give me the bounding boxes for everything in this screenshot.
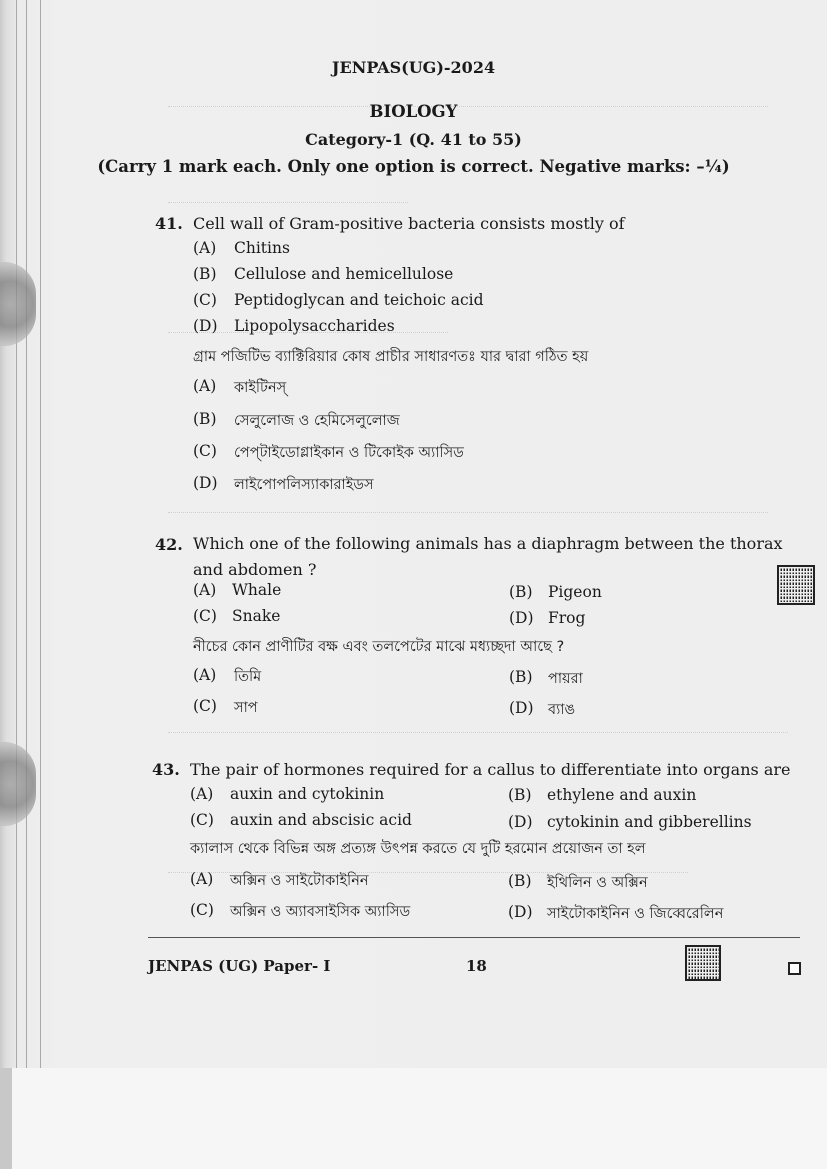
option-text-bn: অক্সিন ও সাইটোকাইনিন — [230, 873, 369, 889]
option-label: (A) — [190, 870, 214, 888]
option-label: (C) — [193, 442, 217, 460]
binder-hole-mark — [0, 742, 36, 826]
footer-rule — [148, 937, 800, 938]
option-label: (B) — [509, 668, 533, 686]
bleed-through-mark — [168, 498, 768, 513]
category-title: Category-1 (Q. 41 to 55) — [305, 130, 522, 149]
bleed-through-mark — [168, 718, 788, 733]
option-text: Peptidoglycan and teichoic acid — [234, 291, 484, 309]
option-label: (D) — [193, 317, 218, 335]
option-text: ethylene and auxin — [547, 786, 697, 804]
question-number: 41. — [155, 214, 183, 233]
footer-qr-code — [685, 945, 721, 981]
option-text-bn: তিমি — [234, 669, 262, 685]
option-label: (B) — [193, 410, 217, 428]
option-label: (D) — [508, 813, 533, 831]
option-label: (B) — [508, 872, 532, 890]
question-text-en: Cell wall of Gram-positive bacteria consists mostly of — [193, 214, 625, 233]
option-label: (B) — [508, 786, 532, 804]
option-label: (D) — [509, 699, 534, 717]
option-text: Whale — [232, 581, 282, 599]
option-text: Snake — [232, 607, 281, 625]
option-label: (D) — [509, 609, 534, 627]
option-text-bn: পায়রা — [548, 671, 583, 687]
option-label: (A) — [193, 239, 217, 257]
option-text-bn: সাপ — [234, 700, 258, 716]
option-label: (C) — [190, 811, 214, 829]
footer-square-mark — [788, 962, 801, 975]
option-text: Pigeon — [548, 583, 602, 601]
option-label: (D) — [193, 474, 218, 492]
exam-code: JENPAS(UG)-2024 — [331, 58, 496, 77]
question-text-en: The pair of hormones required for a callus to differentiate into organs are — [190, 760, 791, 779]
option-label: (C) — [193, 291, 217, 309]
scan-background — [0, 1068, 827, 1169]
option-text: Cellulose and hemicellulose — [234, 265, 454, 283]
scan-edge — [0, 1068, 12, 1169]
question-number: 42. — [155, 535, 183, 554]
option-label: (A) — [193, 666, 217, 684]
page-number: 18 — [466, 957, 487, 975]
option-text: Chitins — [234, 239, 290, 257]
option-label: (C) — [190, 901, 214, 919]
option-label: (C) — [193, 607, 217, 625]
option-text-bn: অক্সিন ও অ্যাবসাইসিক অ্যাসিড — [230, 904, 411, 920]
option-text: Lipopolysaccharides — [234, 317, 395, 335]
bleed-through-mark — [168, 188, 408, 203]
option-label: (D) — [508, 903, 533, 921]
option-text: auxin and cytokinin — [230, 785, 385, 803]
option-label: (A) — [193, 377, 217, 395]
option-text: auxin and abscisic acid — [230, 811, 412, 829]
option-text: cytokinin and gibberellins — [547, 813, 752, 831]
option-text-bn: ব্যাঙ — [548, 702, 576, 718]
option-label: (A) — [190, 785, 214, 803]
footer-paper-name: JENPAS (UG) Paper- I — [148, 957, 331, 975]
option-label: (A) — [193, 581, 217, 599]
question-text-bn: গ্রাম পজিটিভ ব্যাক্টিরিয়ার কোষ প্রাচীর সাধারণতঃ যার দ্বারা গঠিত হয় — [193, 349, 589, 365]
option-label: (B) — [193, 265, 217, 283]
instructions: (Carry 1 mark each. Only one option is correct. Negative marks: –¼) — [97, 157, 730, 176]
option-text: Frog — [548, 609, 586, 627]
option-text-bn: সাইটোকাইনিন ও জিব্বেরেলিন — [547, 906, 724, 922]
question-text-en: Which one of the following animals has a diaphragm between the thorax and abdomen ? — [193, 534, 783, 579]
question-number: 43. — [152, 760, 180, 779]
option-label: (B) — [509, 583, 533, 601]
option-text-bn: সেলুলোজ ও হেমিসেলুলোজ — [234, 413, 400, 429]
subject-title: BIOLOGY — [369, 102, 458, 121]
option-text-bn: ইথিলিন ও অক্সিন — [547, 875, 648, 891]
option-label: (C) — [193, 697, 217, 715]
option-text-bn: লাইপোপলিস্যাকারাইডস — [234, 477, 374, 493]
binder-hole-mark — [0, 262, 36, 346]
option-text-bn: কাইটিনস্ — [234, 380, 287, 396]
question-text-bn: নীচের কোন প্রাণীটির বক্ষ এবং তলপেটের মাঝে মধ্যচ্ছদা আছে ? — [193, 639, 565, 655]
question-text-bn: ক্যালাস থেকে বিভিন্ন অঙ্গ প্রত্যঙ্গ উৎপন্ন করতে যে দুটি হরমোন প্রয়োজন তা হল — [190, 841, 646, 857]
option-text-bn: পেপ্‌টাইডোগ্লাইকান ও টিকোইক অ্যাসিড — [234, 445, 464, 461]
qr-code — [777, 565, 815, 605]
